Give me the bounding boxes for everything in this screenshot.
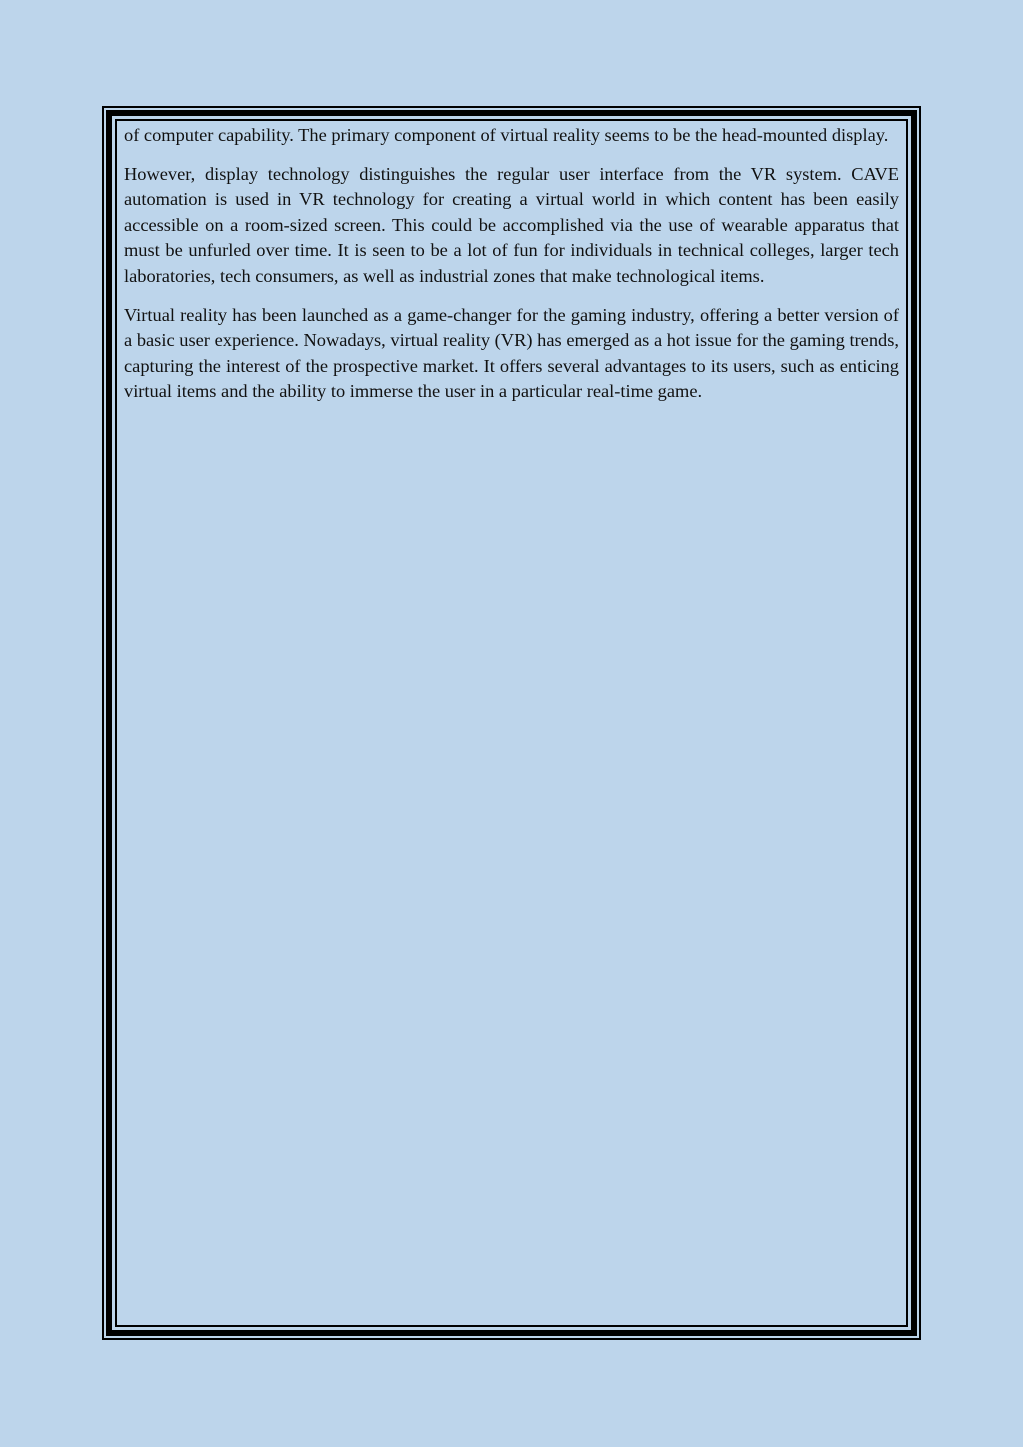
paragraph-1: of computer capability. The primary component of virtual reality seems to be the head-mounted display. (124, 125, 889, 145)
page-content (124, 123, 899, 418)
paragraph-3: Virtual reality has been launched as a game-changer for the gaming industry, offering a better version of a basic user experience. Nowadays, virtual reality (VR) has emerged as a hot issue for the gaming trends, capturing the interest of the prospective market. It offers several advantages to its users, such as enticing virtual items and the ability to immerse the user in a particular real-time game. (124, 304, 899, 402)
paragraph-2: However, display technology distinguishes the regular user interface from the VR system. CAVE automation is used in VR technology for creating a virtual world in which content has been easily accessible on a room-sized screen. This could be accomplished via the use of wearable apparatus that must be unfurled over time. It is seen to be a lot of fun for individuals in technical colleges, larger tech laboratories, tech consumers, as well as industrial zones that make technological items. (124, 163, 899, 286)
